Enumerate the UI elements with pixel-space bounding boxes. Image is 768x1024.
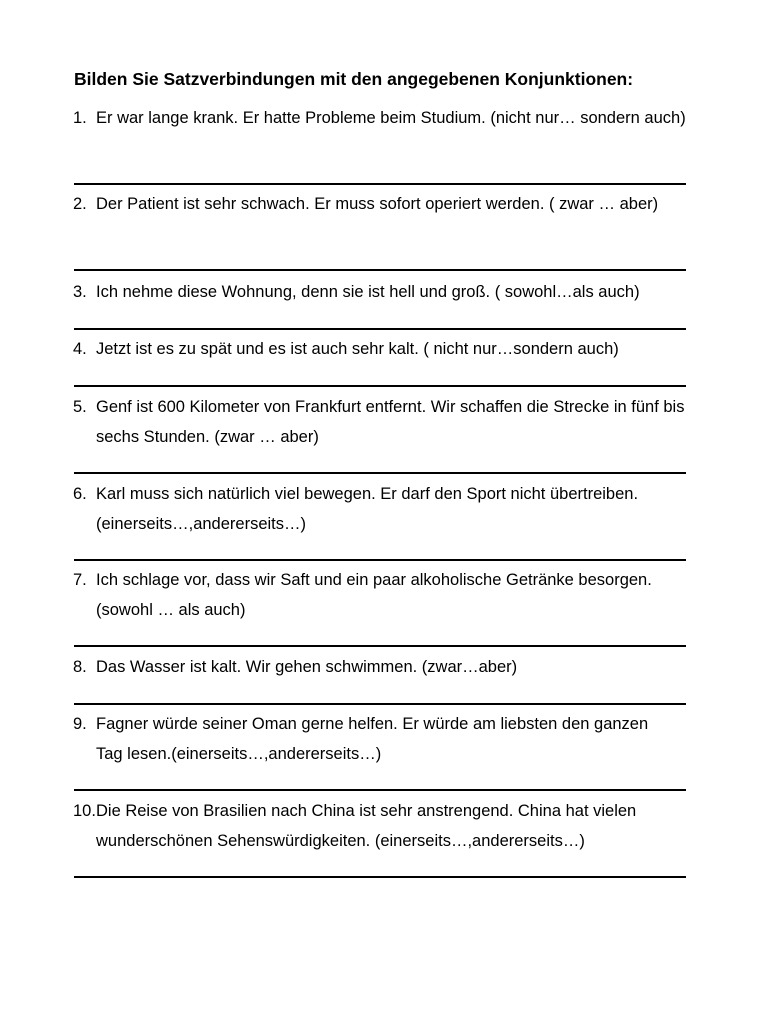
exercise-text: Jetzt ist es zu spät und es ist auch sehr kalt. ( nicht nur…sondern auch) [96,340,619,358]
exercise-number: 4. [73,340,87,358]
exercise-number: 9. [73,715,87,733]
exercise-text: Er war lange krank. Er hatte Probleme beim Studium. (nicht nur… sondern auch) [96,109,686,127]
exercise-text: Der Patient ist sehr schwach. Er muss sofort operiert werden. ( zwar … aber) [96,195,659,213]
answer-line [74,269,686,271]
exercise-number: 5. [73,398,87,416]
answer-line [74,385,686,387]
answer-line [74,876,686,878]
answer-line [74,789,686,791]
answer-line [74,328,686,330]
answer-line [74,559,686,561]
exercise-text: Ich nehme diese Wohnung, denn sie ist hell und groß. ( sowohl…als auch) [96,283,640,301]
exercise-number: 7. [73,571,87,589]
worksheet-title: Bilden Sie Satzverbindungen mit den angegebenen Konjunktionen: [74,69,634,89]
exercise-text: Karl muss sich natürlich viel bewegen. Er darf den Sport nicht übertreiben. (einerseits…,andererseits…) [96,485,639,533]
exercise-text: Das Wasser ist kalt. Wir gehen schwimmen. (zwar…aber) [96,658,518,676]
exercise-number: 8. [73,658,87,676]
exercise-number: 10. [73,802,96,820]
exercise-number: 1. [73,109,87,127]
answer-line [74,645,686,647]
exercise-number: 3. [73,283,87,301]
exercise-text: Fagner würde seiner Oman gerne helfen. Er würde am liebsten den ganzen Tag lesen.(einerseits…,andererseits…) [96,715,649,763]
answer-line [74,472,686,474]
exercise-number: 6. [73,485,87,503]
exercise-text: Genf ist 600 Kilometer von Frankfurt entfernt. Wir schaffen die Strecke in fünf bis sechs Stunden. (zwar … aber) [96,398,685,446]
answer-line [74,703,686,705]
answer-line [74,183,686,185]
exercise-text: Die Reise von Brasilien nach China ist sehr anstrengend. China hat vielen wunderschönen Sehenswürdigkeiten. (einerseits…,andererseits…) [96,802,637,850]
exercise-text: Ich schlage vor, dass wir Saft und ein paar alkoholische Getränke besorgen. (sowohl … als auch) [96,571,652,619]
exercise-number: 2. [73,195,87,213]
